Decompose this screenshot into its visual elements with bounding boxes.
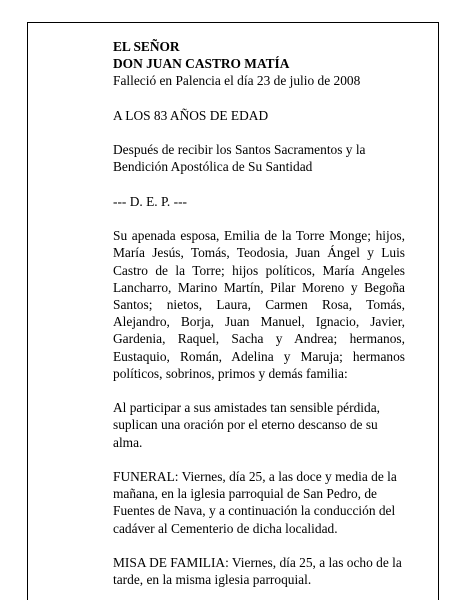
border-top — [27, 22, 439, 23]
family-mass-paragraph: MISA DE FAMILIA: Viernes, día 25, a las ocho de la tarde, en la misma iglesia parroquial. — [113, 554, 402, 588]
family-paragraph: Su apenada esposa, Emilia de la Torre Monge; hijos, María Jesús, Tomás, Teodosia, Juan Ángel y Luis Castro de la Torre; hijos políticos, María Angeles Lancharro, Marino Martín, Pilar Moreno y Begoña Santos; nietos, Laura, Carmen Rosa, Tomás, Alejandro, Borja, Juan Manuel, Ignacio, Javier, Gardenia, Raquel, Sacha y Andrea; hermanos, Eustaquio, Román, Adelina y Maruja; hermanos políticos, sobrinos, primos y demás familia: — [113, 228, 405, 381]
request-paragraph: Al participar a sus amistades tan sensible pérdida, suplican una oración por el eterno descanso de su alma. — [113, 400, 380, 450]
death-notice: Falleció en Palencia el día 23 de julio de 2008 — [113, 73, 361, 89]
border-right — [438, 22, 439, 600]
deceased-name: DON JUAN CASTRO MATÍA — [113, 56, 290, 72]
border-left — [27, 22, 28, 600]
dep-line: --- D. E. P. --- — [113, 193, 188, 209]
age-line: A LOS 83 AÑOS DE EDAD — [113, 107, 269, 123]
funeral-paragraph: FUNERAL: Viernes, día 25, a las doce y media de la mañana, en la iglesia parroquial de San Pedro, de Fuentes de Nava, y a continuación la conducción del cadáver al Cementerio de dicha localidad. — [113, 468, 397, 536]
heading-line-1: EL SEÑOR — [113, 39, 180, 54]
sacraments-paragraph: Después de recibir los Santos Sacramentos y la Bendición Apostólica de Su Santidad — [113, 142, 366, 175]
obituary-notice — [113, 38, 405, 588]
